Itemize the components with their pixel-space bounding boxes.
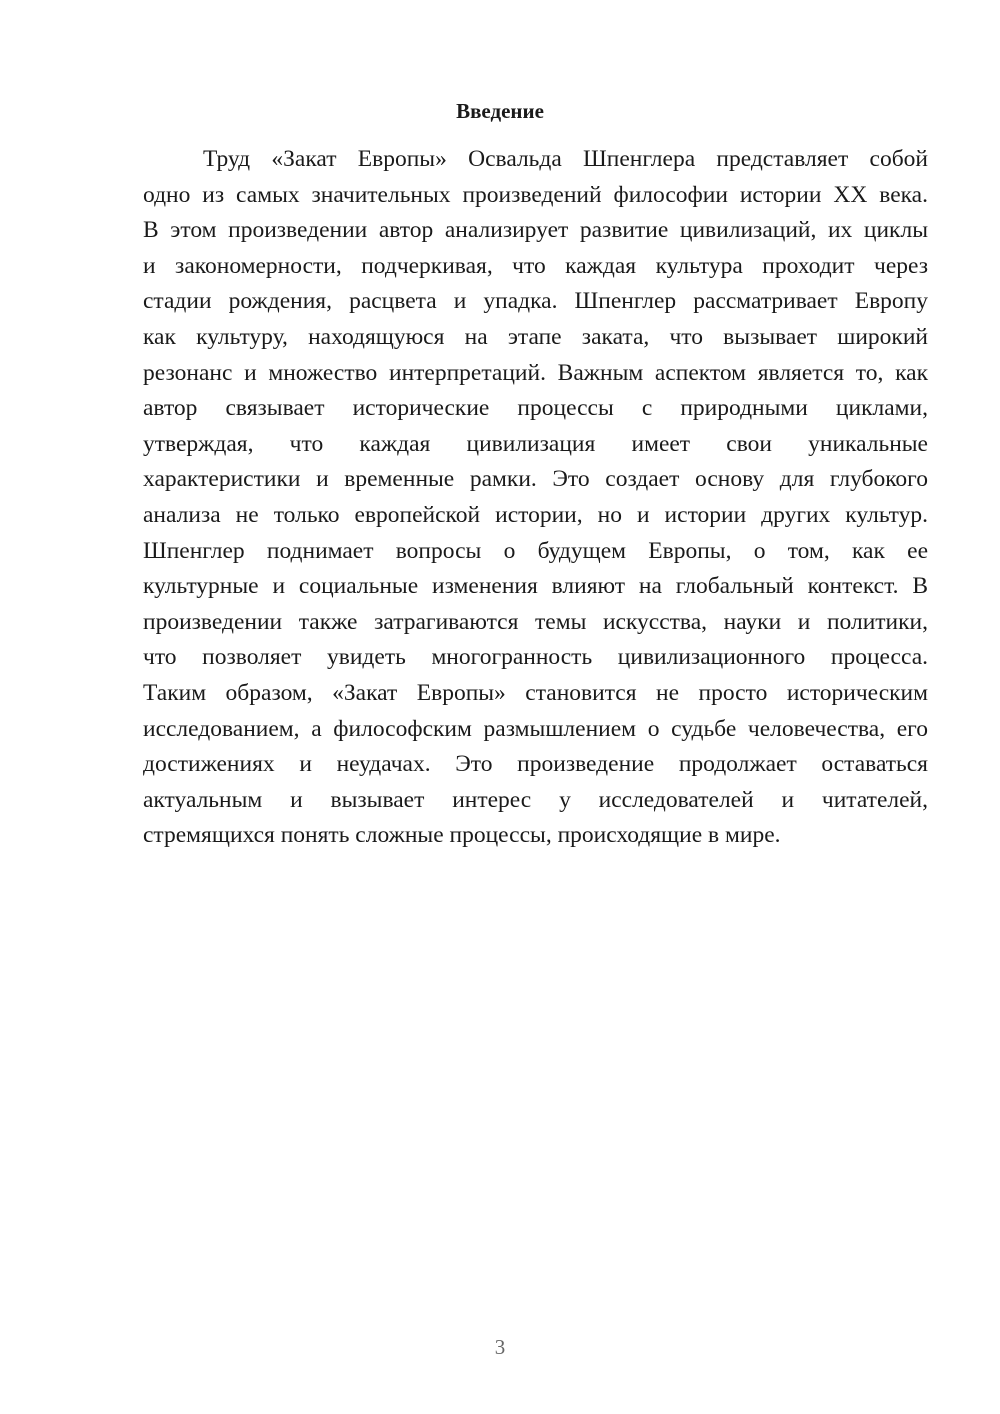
paragraph-line: стремящихся понять сложные процессы, происходящие в мире.	[143, 822, 781, 849]
paragraph-line: анализа не только европейской истории, но и истории других культур.	[143, 501, 928, 528]
paragraph-line: исследованием, а философским размышлением о судьбе человечества, его	[143, 715, 928, 742]
paragraph-line: произведении также затрагиваются темы искусства, науки и политики,	[143, 608, 928, 635]
paragraph-line: достижениях и неудачах. Это произведение продолжает оставаться	[143, 751, 928, 778]
paragraph-line: как культуру, находящуюся на этапе заката, что вызывает широкий	[143, 323, 928, 350]
paragraph-line: Таким образом, «Закат Европы» становится не просто историческим	[143, 679, 928, 706]
paragraph-line: актуальным и вызывает интерес у исследователей и читателей,	[143, 786, 928, 813]
paragraph-line: Шпенглер поднимает вопросы о будущем Европы, о том, как ее	[143, 537, 928, 564]
paragraph-line: резонанс и множество интерпретаций. Важным аспектом является то, как	[143, 359, 928, 386]
paragraph-line: автор связывает исторические процессы с природными циклами,	[143, 395, 928, 422]
paragraph-line: Труд «Закат Европы» Освальда Шпенглера представляет собой	[203, 146, 928, 172]
body-paragraph	[143, 142, 928, 854]
paragraph-line: культурные и социальные изменения влияют на глобальный контекст. В	[143, 573, 928, 600]
paragraph-line: характеристики и временные рамки. Это создает основу для глубокого	[143, 466, 928, 493]
section-title: Введение	[456, 99, 544, 123]
paragraph-line: что позволяет увидеть многогранность цивилизационного процесса.	[143, 644, 928, 671]
page-number: 3	[494, 1335, 506, 1359]
paragraph-line: одно из самых значительных произведений философии истории XX века.	[143, 181, 928, 208]
paragraph-line: стадии рождения, расцвета и упадка. Шпенглер рассматривает Европу	[143, 288, 928, 315]
paragraph-line: и закономерности, подчеркивая, что каждая культура проходит через	[143, 252, 928, 279]
paragraph-line: В этом произведении автор анализирует развитие цивилизаций, их циклы	[143, 217, 928, 244]
paragraph-line: утверждая, что каждая цивилизация имеет свои уникальные	[143, 430, 928, 457]
